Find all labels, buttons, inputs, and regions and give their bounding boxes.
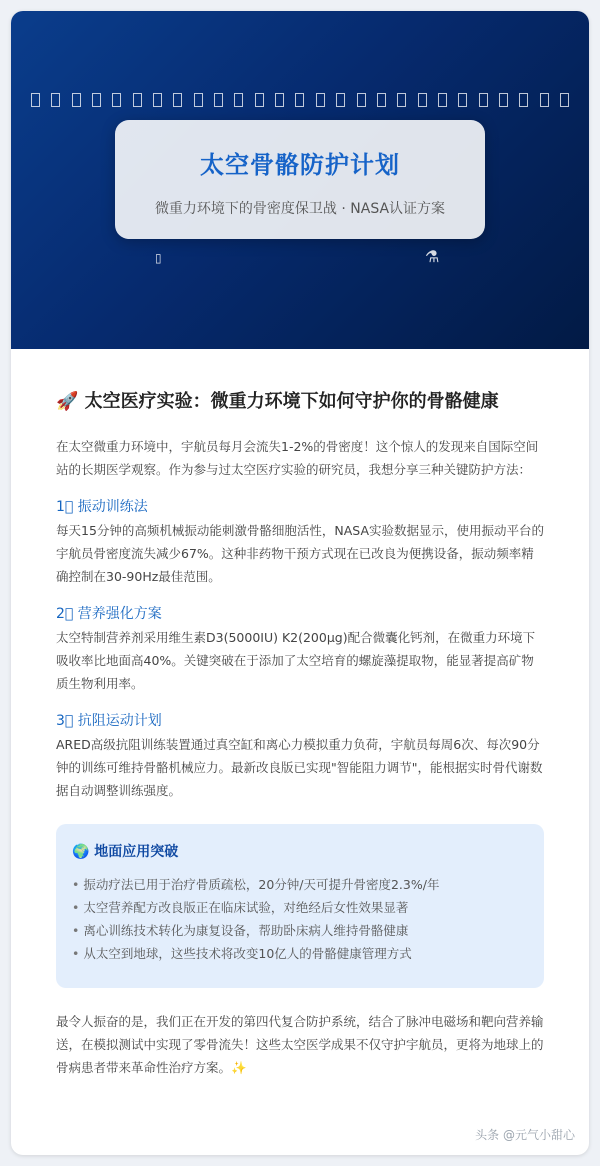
box-title: 🌍 地面应用突破 xyxy=(72,844,179,860)
article-heading: 🚀 太空医疗实验：微重力环境下如何守护你的骨骼健康 xyxy=(56,391,499,412)
watermark xyxy=(475,1126,575,1143)
list-item: • 从太空到地球，这些技术将改变10亿人的骨骼健康管理方式 xyxy=(72,942,528,965)
intro-paragraph: 在太空微重力环境中，宇航员每月会流失1-2%的骨密度！这个惊人的发现来自国际空间站的长期医学观察。作为参与过太空医疗实验的研究员，我想分享三种关键防护方法： xyxy=(56,439,539,477)
section-text-vibration: 每天15分钟的高频机械振动能刺激骨骼细胞活性，NASA实验数据显示，使用振动平台的宇航员骨密度流失减少67%。这种非药物干预方式现在已改良为便携设备，振动频率精确控制在30-90Hz最佳范围。 xyxy=(56,523,545,584)
page-title: 太空骨骼防护计划 xyxy=(200,151,400,179)
ground-application-box xyxy=(56,824,544,988)
list-item: • 太空营养配方改良版正在临床试验，对绝经后女性效果显著 xyxy=(72,896,528,919)
section-title-nutrition: 2⃣ 营养强化方案 xyxy=(56,606,162,622)
decorative-glyph-icon: ▯ xyxy=(155,251,162,265)
decorative-glyph-row xyxy=(31,93,569,107)
box-list xyxy=(72,873,528,965)
article-body xyxy=(56,389,546,1079)
watermark-text: 头条 @元气小甜心 xyxy=(475,1128,575,1142)
section-title-resistance: 3⃣ 抗阻运动计划 xyxy=(56,713,162,729)
section-text-nutrition: 太空特制营养剂采用维生素D3(5000IU) K2(200μg)配合微囊化钙剂，在微重力环境下吸收率比地面高40%。关键突破在于添加了太空培育的螺旋藻提取物，能显著提高矿物质生物利用率。 xyxy=(56,630,536,691)
page-subtitle: 微重力环境下的骨密度保卫战 · NASA认证方案 xyxy=(154,201,446,217)
list-item: • 离心训练技术转化为康复设备，帮助卧床病人维持骨骼健康 xyxy=(72,919,528,942)
section-text-resistance: ARED高级抗阻训练装置通过真空缸和离心力模拟重力负荷，宇航员每周6次、每次90分钟的训练可维持骨骼机械应力。最新改良版已实现"智能阻力调节"，能根据实时骨代谢数据自动调整训练强度。 xyxy=(56,737,543,798)
section-title-vibration: 1⃣ 振动训练法 xyxy=(56,499,148,515)
article-card xyxy=(11,11,589,1155)
hero-banner xyxy=(11,11,589,349)
closing-paragraph: 最令人振奋的是，我们正在开发的第四代复合防护系统，结合了脉冲电磁场和靶向营养输送，在模拟测试中实现了零骨流失！这些太空医学成果不仅守护宇航员，更将为地球上的骨病患者带来革命性治疗方案。✨ xyxy=(56,1014,544,1075)
flask-icon: ⚗ xyxy=(425,247,440,266)
title-panel xyxy=(115,120,485,239)
list-item: • 振动疗法已用于治疗骨质疏松，20分钟/天可提升骨密度2.3%/年 xyxy=(72,873,528,896)
